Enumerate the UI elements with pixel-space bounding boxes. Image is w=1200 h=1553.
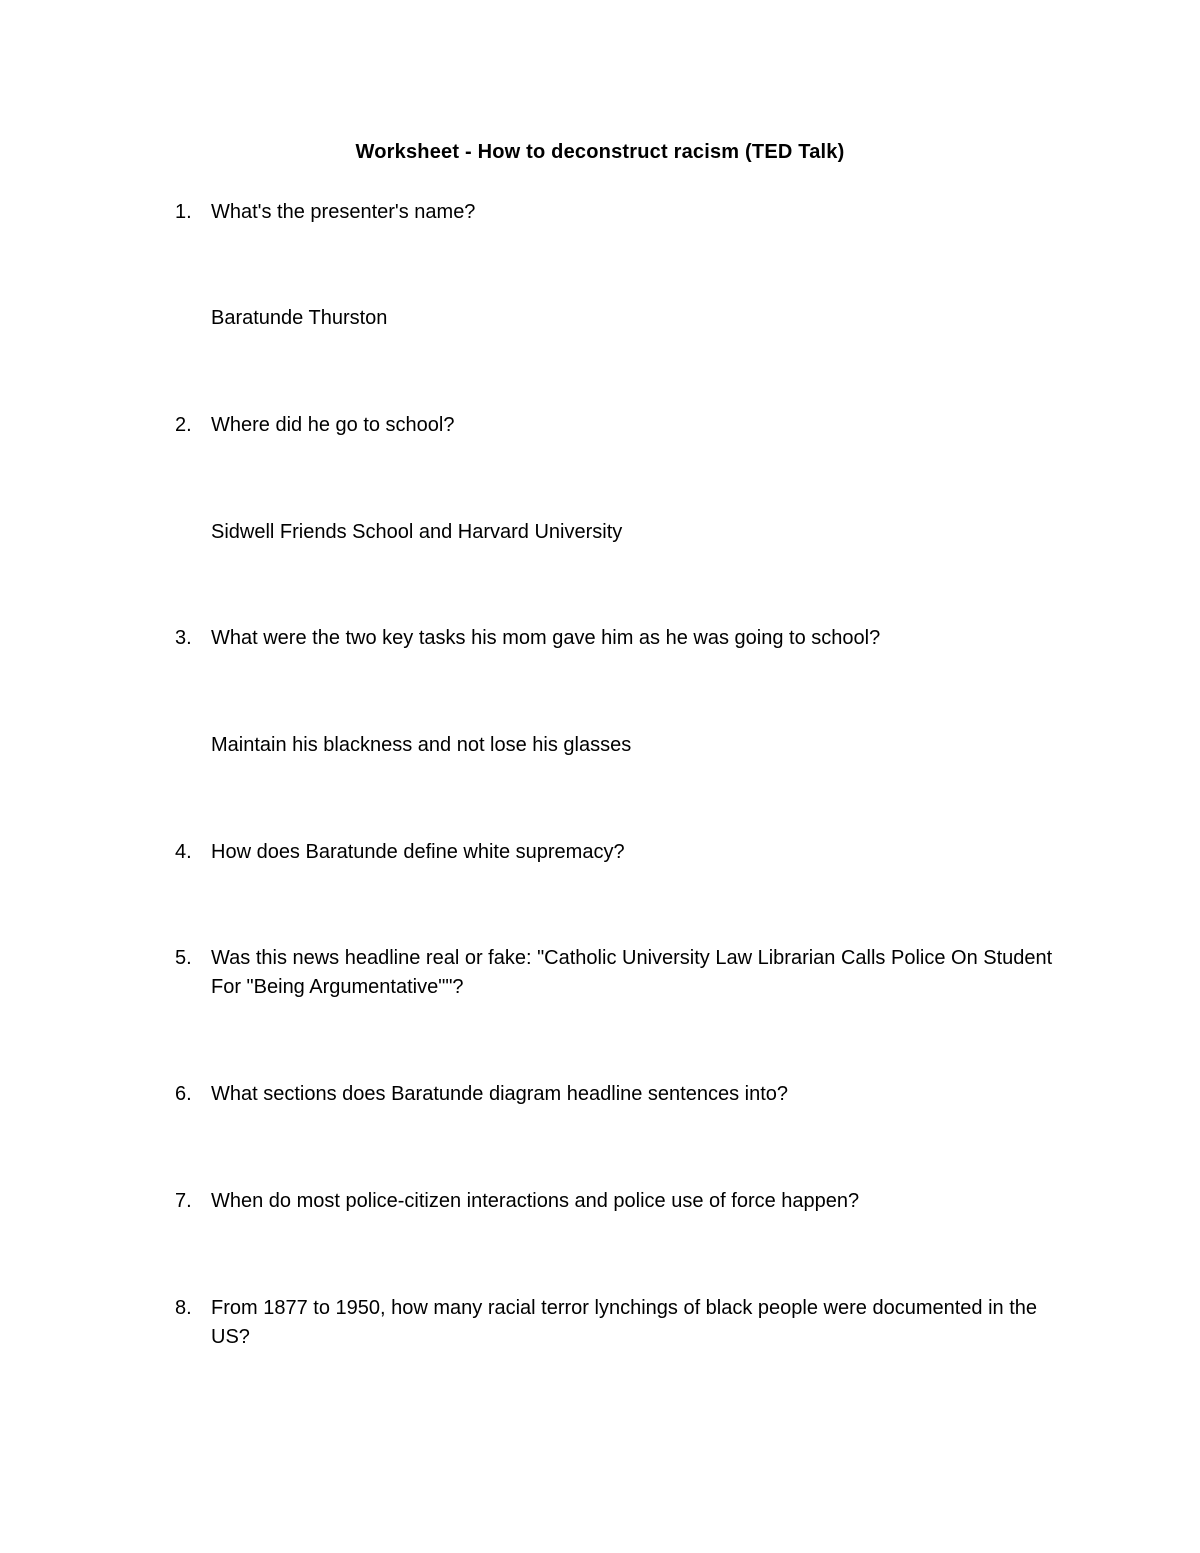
question-text: What sections does Baratunde diagram headline sentences into? [211,1083,789,1105]
question-number: 6. [175,1083,192,1105]
question-text: Where did he go to school? [211,414,455,436]
question-number: 3. [175,627,192,649]
question-number: 2. [175,414,192,436]
question-text: How does Baratunde define white supremacy? [211,841,625,863]
worksheet-title: Worksheet - How to deconstruct racism (TED Talk) [355,141,845,163]
question-text: What's the presenter's name? [211,201,476,223]
question-number: 5. [175,947,192,969]
question-text: From 1877 to 1950, how many racial terror lynchings of black people were documented in the US? [211,1297,1038,1348]
question-number: 4. [175,841,192,863]
question-text: When do most police-citizen interactions and police use of force happen? [211,1190,860,1212]
question-text: What were the two key tasks his mom gave him as he was going to school? [211,627,881,649]
answer-text: Maintain his blackness and not lose his glasses [211,734,632,756]
answer-text: Sidwell Friends School and Harvard University [211,521,623,543]
question-number: 7. [175,1190,192,1212]
question-number: 8. [175,1297,192,1319]
answer-text: Baratunde Thurston [211,307,388,329]
question-number: 1. [175,201,192,223]
question-text: Was this news headline real or fake: "Catholic University Law Librarian Calls Police On Student For "Being Argumentative""? [211,947,1053,998]
